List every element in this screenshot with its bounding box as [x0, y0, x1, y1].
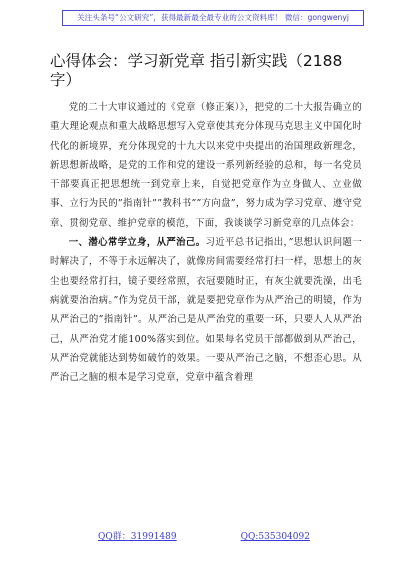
header-banner: 关注头条号“公文研究”，获得最新最全最专业的公文资料库！ 微信：gongwenyj [62, 10, 364, 26]
section-1-text: 习近平总书记指出，”思想认识问题一时解决了，不等于永远解决了，就像房间需要经常打扫一样，思想上的灰尘也要经常打扫，镜子要经常照，衣冠要随时正，有灰尘就要洗澡，出毛病就要治治病。”作为党员干部，就是要把党章作为从严治己的明镜，作为从严治己的”指南针”。从严治己是从严治党的重要一环，只要人人从严治己，从严治党才能100%落实到位。如果每名党员干部都做到从严治己，从严治党就能达到势如破竹的效果。一要从严治己之脑，不想歪心思。从严治己之脑的根本是学习党章，党章中蕴含着理 [50, 237, 362, 384]
intro-paragraph: 党的二十大审议通过的《党章（修正案）》，把党的二十大报告确立的重大理论观点和重大战略思想写入党章使其充分体现马克思主义中国化时代化的新境界，充分体现党的十九大以来党中央提出的治国理政新理念，新思想新战略，是党的工作和党的建设一系列新经验的总和，每一名党员干部要真正把思想统一到党章上来，自觉把党章作为立身做人、立业做事、立行为民的”指南针””教科书””方向盘”，努力成为学习党章、遵守党章、贯彻党章、维护党章的模范，下面，我谈谈学习新党章的几点体会： [50, 102, 362, 229]
footer-qq-group: QQ群：31991489 [98, 532, 177, 542]
document-body [50, 98, 362, 387]
section-1-heading: 一、潜心常学立身，从严治己。 [68, 237, 206, 249]
section-1-paragraph [50, 233, 362, 387]
footer-qq-number: QQ:535304092 [240, 532, 310, 542]
document-title: 心得体会：学习新党章 指引新实践（2188字） [50, 52, 343, 89]
footer-contact [0, 530, 408, 544]
